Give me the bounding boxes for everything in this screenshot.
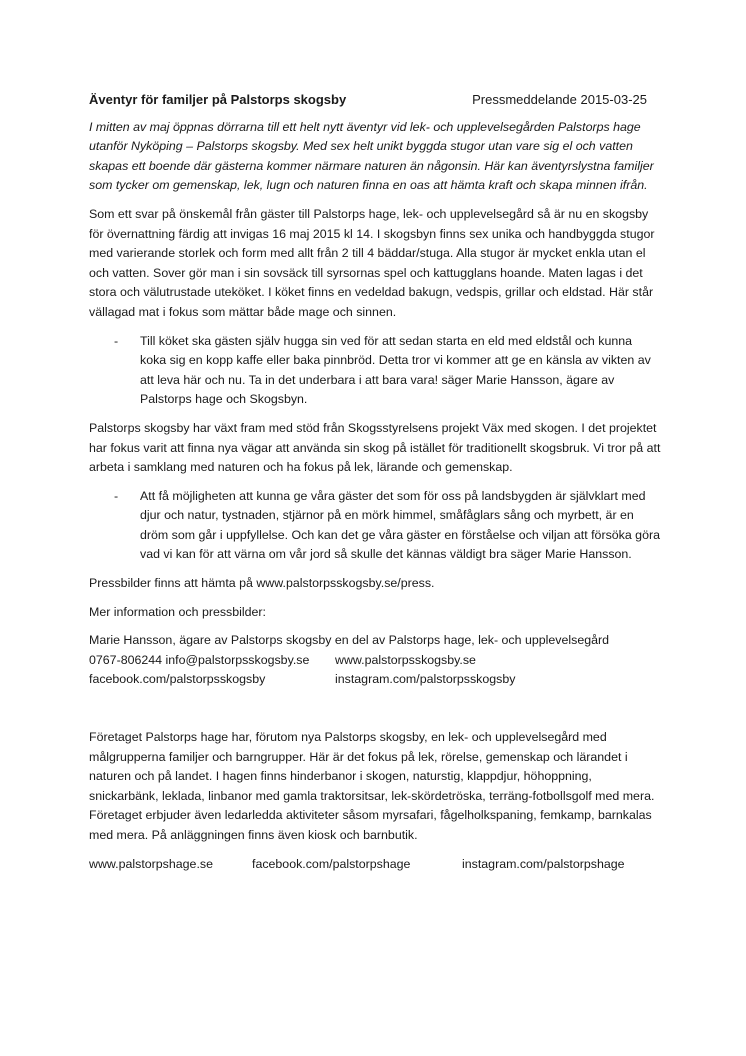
press-date: Pressmeddelande 2015-03-25 (472, 92, 647, 107)
quote-dash: - (114, 333, 119, 348)
contact-row-2 (89, 670, 661, 690)
contact-name-line: Marie Hansson, ägare av Palstorps skogsby en del av Palstorps hage, lek- och upplevelsegård (89, 633, 610, 648)
quote-1 (89, 332, 661, 410)
company-instagram-link[interactable]: instagram.com/palstorpshage (462, 856, 625, 871)
more-info-heading: Mer information och pressbilder: (89, 604, 266, 619)
spacer (89, 690, 661, 728)
quote-text: Att få möjligheten att kunna ge våra gäster det som för oss på landsbygden är självklart med djur och natur, tystnaden, stjärnor på en mörk himmel, småfåglars sång och myrbett, är en dröm som går i uppfyllelse. Och kan det ge våra gäster en förståelse och viljan att försöka göra vad vi kan för att värna om vår jord så skulle det kännas väldigt bra säger Marie Hansson. (140, 488, 660, 562)
contact-facebook-link[interactable]: facebook.com/palstorpsskogsby (89, 672, 266, 687)
contact-website-link[interactable]: www.palstorpsskogsby.se (335, 652, 476, 667)
contact-phone-email[interactable]: 0767-806244 info@palstorpsskogsby.se (89, 652, 310, 667)
lead-paragraph: I mitten av maj öppnas dörrarna till ett helt nytt äventyr vid lek- och upplevelsegården Palstorps hage utanför Nyköping – Palstorps skogsby. Med sex helt unikt byggda stugor utan vare sig el och vatten skapas ett boende där gästerna kommer närmare naturen än någonsin. Här kan äventyrslystna familjer som tycker om gemenskap, lek, lugn och naturen finna en oas att hämta kraft och skapa minnen ifrån. (89, 119, 654, 193)
header (89, 90, 661, 110)
press-release (89, 90, 661, 874)
press-images-line: Pressbilder finns att hämta på www.palstorpsskogsby.se/press. (89, 576, 435, 591)
company-links (89, 855, 661, 875)
body-paragraph-2: Palstorps skogsby har växt fram med stöd från Skogsstyrelsens projekt Väx med skogen. I det projektet har fokus varit att finna nya vägar att använda sin skog på istället för traditionellt skogsbruk. Vi tror på att arbeta i samklang med naturen och ha fokus på lek, lärande och gemenskap. (89, 420, 661, 475)
quote-dash: - (114, 488, 119, 503)
contact-instagram-link[interactable]: instagram.com/palstorpsskogsby (335, 672, 516, 687)
quote-text: Till köket ska gästen själv hugga sin ved för att sedan starta en eld med eldstål och kunna koka sig en kopp kaffe eller baka pinnbröd. Detta tror vi kommer att ge en känsla av vikten av att leva här och nu. Ta in det underbara i att bara vara! säger Marie Hansson, ägare av Palstorps hage och Skogsbyn. (140, 333, 651, 407)
company-website-link[interactable]: www.palstorpshage.se (89, 856, 213, 871)
quote-2 (89, 487, 661, 565)
contact-row-1 (89, 651, 661, 671)
contact-block (89, 631, 661, 690)
company-paragraph: Företaget Palstorps hage har, förutom nya Palstorps skogsby, en lek- och upplevelsegård med målgrupperna familjer och barngrupper. Här är det fokus på lek, rörelse, gemenskap och lärandet i naturen och på landet. I hagen finns hinderbanor i skogen, naturstig, klappdjur, höhoppning, snickarbänk, leklada, linbanor med gamla traktorsitsar, lek-skördetröska, terräng-fotbollsgolf med mera. Företaget erbjuder även ledarledda aktiviteter såsom myrsafari, fågelholkspaning, femkamp, barnkalas med mera. På anläggningen finns även kiosk och barnbutik. (89, 730, 655, 842)
body-paragraph-1: Som ett svar på önskemål från gäster till Palstorps hage, lek- och upplevelsegård så är nu en skogsby för övernattning färdig att invigas 16 maj 2015 kl 14. I skogsbyn finns sex unika och handbyggda stugor med varierande storlek och form med allt från 2 till 4 bäddar/stuga. Alla stugor är mycket enkla utan el och vatten. Sover gör man i sin sovsäck till syrsornas spel och kattugglans hoande. Maten lagas i det stora och välutrustade uteköket. I köket finns en vedeldad bakugn, vedspis, grillar och eldstad. Här står vällagad mat i fokus som mättar både mage och sinnen. (89, 206, 655, 319)
company-facebook-link[interactable]: facebook.com/palstorpshage (252, 856, 411, 871)
document-title: Äventyr för familjer på Palstorps skogsby (89, 92, 347, 107)
